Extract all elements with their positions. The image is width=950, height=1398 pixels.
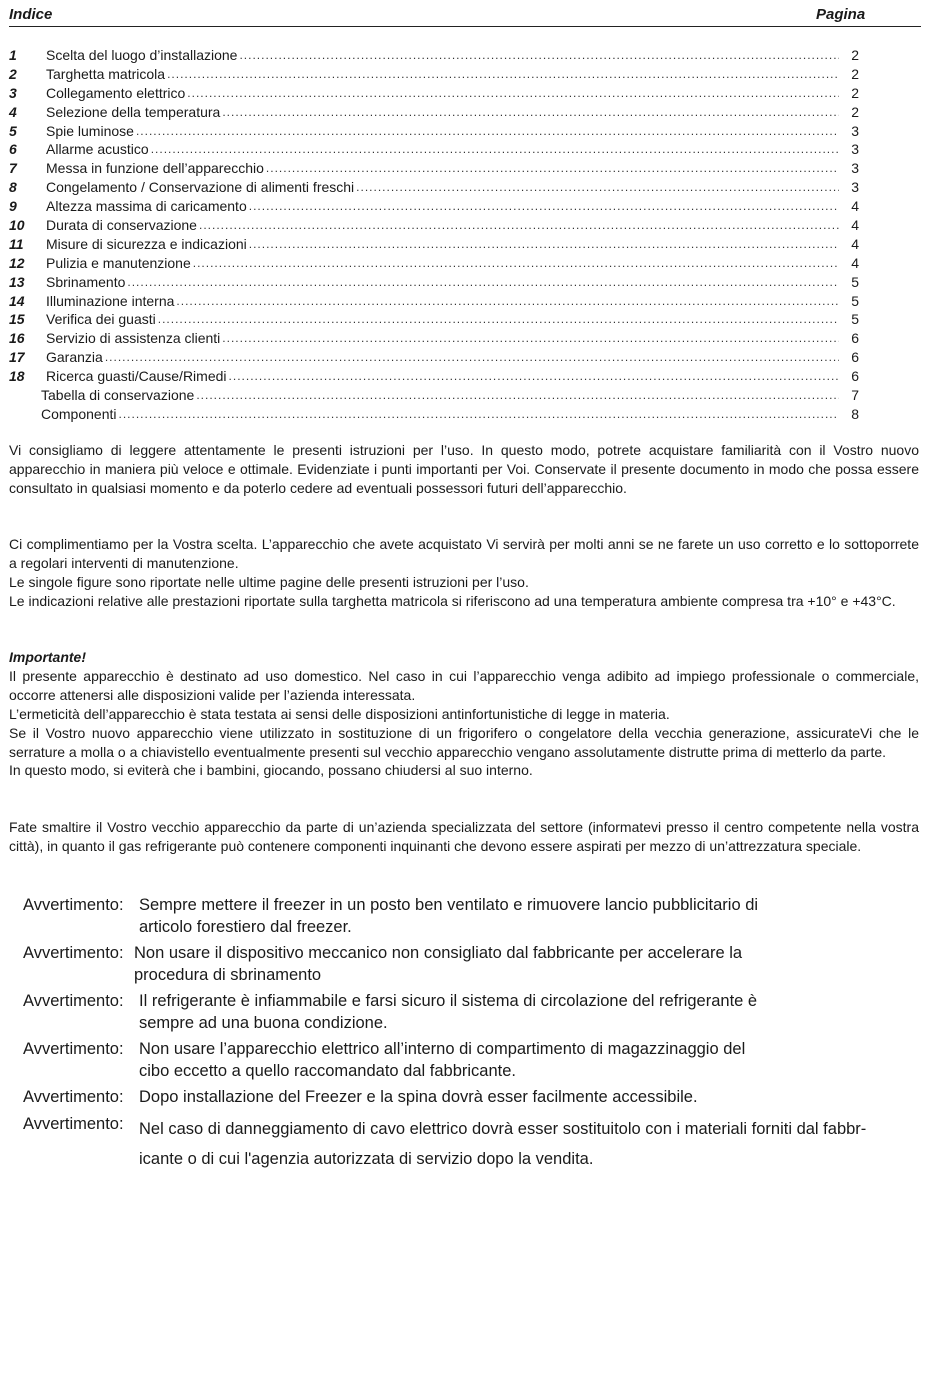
toc-entry-title: Messa in funzione dell’apparecchio <box>46 160 264 177</box>
toc-entry-number: 17 <box>9 349 25 366</box>
toc-entry-page: 4 <box>851 235 859 252</box>
toc-entry <box>9 273 859 292</box>
toc-entry <box>9 140 859 159</box>
toc-entry-title: Pulizia e manutenzione <box>46 254 191 271</box>
toc-entry <box>9 235 859 254</box>
toc-entry-page: 5 <box>851 292 859 309</box>
toc-entry-title: Selezione della temperatura <box>46 103 221 120</box>
toc-entry <box>9 329 859 348</box>
toc-entry <box>9 254 859 273</box>
toc-entry <box>9 159 859 178</box>
toc-entry-number: 13 <box>9 273 25 290</box>
toc-entry <box>9 178 859 197</box>
toc-entry-number: 1 <box>9 47 17 63</box>
toc-entry-title: Scelta del luogo d’installazione <box>46 47 238 63</box>
toc-entry <box>9 122 859 141</box>
warning-text: Non usare il dispositivo meccanico non consigliato dal fabbricante per accelerare la procedura di sbrinamento <box>134 944 743 984</box>
important-line-1: Il presente apparecchio è destinato ad uso domestico. Nel caso in cui l’apparecchio venga adibito ad impiego professionale o commerciale, occorre attenersi alle disposizioni valide per l’azienda interessata. <box>9 667 919 703</box>
toc-dot-leader <box>199 216 839 235</box>
toc-entry <box>9 292 859 311</box>
congrats-paragraph-3: Le indicazioni relative alle prestazioni riportate sulla targhetta matricola si riferiscono ad una temperatura ambiente compresa tra +10° e +43°C. <box>9 592 896 609</box>
toc-entry-number: 15 <box>9 311 25 328</box>
toc-entry-number: 2 <box>9 65 17 82</box>
toc-dot-leader <box>249 197 839 216</box>
toc-entry-number: 16 <box>9 330 25 347</box>
toc-entry-page: 2 <box>851 65 859 82</box>
warning-label: Avvertimento: <box>23 1040 124 1058</box>
toc-entry <box>9 216 859 235</box>
toc-dot-leader <box>151 140 839 159</box>
intro-section <box>9 441 919 498</box>
toc-entry-page: 2 <box>851 47 859 63</box>
toc-entry-number: 18 <box>9 368 25 385</box>
toc-entry-page: 6 <box>851 349 859 366</box>
toc-entry-title: Altezza massima di caricamento <box>46 198 247 215</box>
toc-dot-leader <box>222 103 839 122</box>
warning-item <box>23 1114 948 1174</box>
toc-entry-number: 9 <box>9 198 17 215</box>
toc-dot-leader <box>176 292 839 311</box>
toc-entry-title: Targhetta matricola <box>46 65 166 82</box>
toc-dot-leader <box>239 46 839 65</box>
important-line-3: Se il Vostro nuovo apparecchio viene utilizzato in sostituzione di un frigorifero o congelatore della vecchia generazione, assicurateVi che le serrature a molla o a chiavistello eventualmente presenti sul vecchio apparecchio vengano assolutamente distrutte prima di metterlo da parte. <box>9 724 919 760</box>
toc-entry-page: 7 <box>851 387 859 404</box>
congrats-section <box>9 535 919 611</box>
toc-entry-page: 3 <box>851 122 859 139</box>
toc-entry-number: 12 <box>9 254 25 271</box>
toc-entry-title: Ricerca guasti/Cause/Rimedi <box>46 368 227 385</box>
toc-dot-leader <box>196 386 839 405</box>
toc-dot-leader <box>119 405 840 424</box>
warning-item <box>23 1087 948 1109</box>
toc-entry-title: Verifica dei guasti <box>46 311 156 328</box>
toc-entry <box>9 367 859 386</box>
important-line-2: L’ermeticità dell’apparecchio è stata testata ai sensi delle disposizioni antinfortunistiche di legge in materia. <box>9 705 670 722</box>
toc-entry-title: Illuminazione interna <box>46 292 175 309</box>
toc-dot-leader <box>187 84 839 103</box>
toc-dot-leader <box>229 367 839 386</box>
congrats-paragraph-1: Ci complimentiamo per la Vostra scelta. L’apparecchio che avete acquistato Vi servirà per molti anni se ne farete un uso corretto e lo sottoporrete a regolari interventi di manutenzione. <box>9 536 919 571</box>
warning-label: Avvertimento: <box>23 896 124 914</box>
toc-entry-number: 11 <box>9 235 24 252</box>
toc-entry-number: 7 <box>9 160 17 177</box>
toc-entry-number: 10 <box>9 217 25 234</box>
toc-entry <box>9 84 859 103</box>
toc-entry-title: Collegamento elettrico <box>46 84 186 101</box>
toc-entry <box>9 405 859 424</box>
toc-entry <box>9 386 859 405</box>
toc-entry-page: 4 <box>851 198 859 215</box>
toc-entry-number: 4 <box>9 103 17 120</box>
warning-label: Avvertimento: <box>23 1088 124 1106</box>
intro-paragraph: Vi consigliamo di leggere attentamente le presenti istruzioni per l’uso. In questo modo, potrete acquistare familiarità con il Vostro nuovo apparecchio in maniera più veloce e ottimale. Evidenziate i punti importanti per Voi. Conservate il presente documento in modo che possa essere consultato in qualsiasi momento e da poterlo cedere ad eventuali possessori futuri dell’apparecchio. <box>9 442 919 496</box>
congrats-paragraph-2: Le singole figure sono riportate nelle ultime pagine delle presenti istruzioni per l’uso. <box>9 573 529 590</box>
toc-entry-page: 5 <box>851 273 859 290</box>
toc-entry-page: 5 <box>851 311 859 328</box>
toc-entry-number: 8 <box>9 179 17 196</box>
warning-label: Avvertimento: <box>23 992 124 1010</box>
toc-entry-page: 6 <box>851 330 859 347</box>
disposal-paragraph: Fate smaltire il Vostro vecchio apparecchio da parte di un’azienda specializzata del settore (informatevi presso il centro competente nella vostra città), in quanto il gas refrigerante può contenere componenti inquinanti che devono essere aspirati per mezzo di un’attrezzatura speciale. <box>9 819 919 854</box>
toc-entry <box>9 310 859 329</box>
toc-entry-title: Spie luminose <box>46 122 134 139</box>
toc-entry-page: 3 <box>851 179 859 196</box>
toc-entry-title: Misure di sicurezza e indicazioni <box>46 235 247 252</box>
toc-dot-leader <box>105 348 839 367</box>
warning-item <box>23 895 948 938</box>
toc-dot-leader <box>222 329 839 348</box>
toc-entry-page: 8 <box>851 405 859 422</box>
toc-dot-leader <box>356 178 839 197</box>
toc-entry-title: Garanzia <box>46 349 103 366</box>
toc-entry-title: Sbrinamento <box>46 273 126 290</box>
page-header <box>9 5 921 27</box>
toc-entry-page: 2 <box>851 103 859 120</box>
warning-label: Avvertimento: <box>23 944 124 962</box>
toc-entry-number: 3 <box>9 84 17 101</box>
toc-entry-title: Tabella di conservazione <box>41 387 195 404</box>
warning-text: Il refrigerante è infiammabile e farsi sicuro il sistema di circolazione del refrigerante è sempre ad una buona condizione. <box>139 992 758 1032</box>
toc-entry-page: 3 <box>851 141 859 158</box>
toc-entry-number: 14 <box>9 292 25 309</box>
warning-text: Nel caso di danneggiamento di cavo elettrico dovrà esser sostituitolo con i materiali forniti dal fabbr- icante o di cui l'agenzia autorizzata di servizio dopo la vendita. <box>139 1119 867 1168</box>
important-heading: Importante! <box>9 649 86 665</box>
toc-dot-leader <box>127 273 839 292</box>
important-line-4: In questo modo, si eviterà che i bambini, giocando, possano chiudersi al suo interno. <box>9 762 533 779</box>
toc-entry-page: 2 <box>851 84 859 101</box>
toc-entry-title: Allarme acustico <box>46 141 149 158</box>
warnings-list <box>23 895 948 1179</box>
warning-item <box>23 943 948 986</box>
toc-dot-leader <box>136 122 839 141</box>
toc-entry <box>9 348 859 367</box>
warning-text: Dopo installazione del Freezer e la spina dovrà esser facilmente accessibile. <box>139 1088 698 1106</box>
toc-entry-number: 6 <box>9 141 17 158</box>
toc-dot-leader <box>249 235 839 254</box>
warning-label: Avvertimento: <box>23 1114 124 1133</box>
toc-entry <box>9 65 859 84</box>
toc-entry <box>9 197 859 216</box>
toc-entry-number: 5 <box>9 122 17 139</box>
header-index-label: Indice <box>9 6 53 23</box>
toc-dot-leader <box>193 254 839 273</box>
header-page-label: Pagina <box>816 6 866 23</box>
toc-entry-page: 3 <box>851 160 859 177</box>
toc-entry-page: 4 <box>851 254 859 271</box>
toc-entry-title: Durata di conservazione <box>46 217 197 234</box>
toc-entry-title: Componenti <box>41 405 117 422</box>
toc-entry-page: 6 <box>851 368 859 385</box>
toc-entry-page: 4 <box>851 217 859 234</box>
warning-item <box>23 991 948 1034</box>
table-of-contents <box>9 46 859 424</box>
toc-entry-title: Servizio di assistenza clienti <box>46 330 221 347</box>
toc-entry <box>9 46 859 65</box>
toc-entry-title: Congelamento / Conservazione di alimenti freschi <box>46 179 355 196</box>
toc-dot-leader <box>167 65 839 84</box>
disposal-section <box>9 818 919 856</box>
important-section <box>9 648 919 780</box>
warning-text: Sempre mettere il freezer in un posto ben ventilato e rimuovere lancio pubblicitario di articolo forestiero dal freezer. <box>139 896 759 936</box>
toc-dot-leader <box>158 310 839 329</box>
warning-text: Non usare l’apparecchio elettrico all’interno di compartimento di magazzinaggio del cibo eccetto a quello raccomandato dal fabbricante. <box>139 1040 746 1080</box>
toc-entry <box>9 103 859 122</box>
warning-item <box>23 1039 948 1082</box>
toc-dot-leader <box>266 159 839 178</box>
